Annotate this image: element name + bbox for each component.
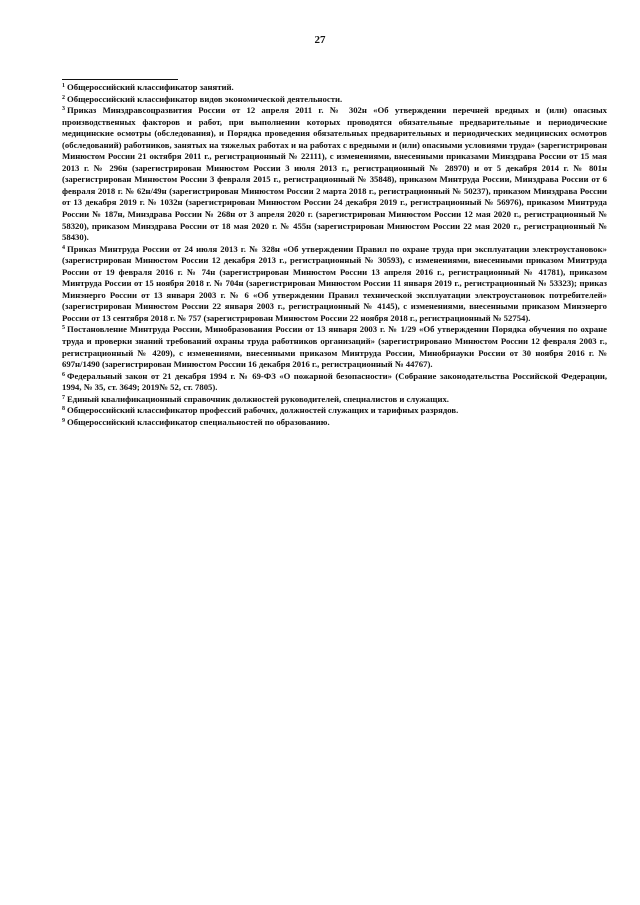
footnote-8 [62,405,607,417]
footnote-4 [62,244,607,325]
footnote-mark: 5 [62,325,65,332]
footnote-text: Общероссийский классификатор профессий рабочих, должностей служащих и тарифных разрядов. [67,405,459,416]
footnote-separator [62,79,178,80]
footnote-9 [62,417,607,429]
footnote-mark: 7 [62,394,65,401]
footnote-text: Общероссийский классификатор занятий. [67,82,234,92]
footnote-2 [62,94,607,106]
footnote-mark: 9 [62,417,65,424]
footnote-text: Общероссийский классификатор специальностей по образованию. [67,416,330,427]
footnote-text: Приказ Минздравсоцразвития России от 12 апреля 2011 г. № 302н «Об утверждении перечней вредных и (или) опасных производственных факторов и работ, при выполнении которых проводятся обязательные предварительные и периодические медицинские осмотры (обследования), и Порядка проведения обязательных предварительных и периодических медицинских осмотров (обследований) работников, занятых на тяжелых работах и на работах с вредными и (или) опасными условиями труда» (зарегистрирован Минюстом России 21 октября 2011 г., регистрационный № 22111), с изменениями, внесенными приказами Минздрава России от 15 мая 2013 г. № 296н (зарегистрирован Минюстом России 3 июля 2013 г., регистрационный № 28970) и от 5 декабря 2014 г. № 801н (зарегистрирован Минюстом России 3 февраля 2015 г., регистрационный № 35848), приказом Минтруда России, Минздрава России от 6 февраля 2018 г. № 62н/49н (зарегистрирован Минюстом России 2 марта 2018 г., регистрационный № 50237), приказом Минздрава России от 13 декабря 2019 г. № 1032н (зарегистрирован Минюстом России 24 декабря 2019 г., регистрационный № 56976), приказом Минтруда России № 187н, Минздрава России № 268н от 3 апреля 2020 г. (зарегистрирован Минюстом России 12 мая 2020 г., регистрационный № 58320), приказом Минздрава России от 18 мая 2020 г. № 455н (зарегистрирован Минюстом России 22 мая 2020 г., регистрационный № 58430). [62,105,607,243]
footnote-7 [62,394,607,406]
footnote-text: Постановление Минтруда России, Минобразования России от 13 января 2003 г. № 1/29 «Об утверждении Порядка обучения по охране труда и проверки знаний требований охраны труда работников организаций» (зарегистрировано Минюстом России 12 февраля 2003 г., регистрационный № 4209), с изменениями, внесенными приказом Минтруда России, Минобрнауки России от 30 ноября 2016 г. № 697н/1490 (зарегистрирован Минюстом России 16 декабря 2016 г., регистрационный № 44767). [62,324,607,370]
footnote-mark: 1 [62,83,65,89]
footnote-mark: 6 [62,371,65,378]
footnote-3 [62,105,607,244]
footnote-text: Федеральный закон от 21 декабря 1994 г. № 69-ФЗ «О пожарной безопасности» (Собрание законодательства Российской Федерации, 1994, № 35, ст. 3649; 2019№ 52, ст. 7805). [62,370,607,393]
footnote-mark: 4 [62,244,65,251]
footnotes-block [62,82,607,428]
footnote-5 [62,324,607,370]
footnote-mark: 2 [62,94,65,101]
footnote-6 [62,371,607,394]
footnote-text: Общероссийский классификатор видов экономической деятельности. [67,93,343,104]
footnote-mark: 8 [62,406,65,413]
footnote-text: Единый квалификационный справочник должностей руководителей, специалистов и служащих. [67,393,449,404]
page-number: 27 [314,34,326,46]
footnote-mark: 3 [62,106,65,113]
footnote-1 [62,82,607,94]
footnote-text: Приказ Минтруда России от 24 июля 2013 г. № 328н «Об утверждении Правил по охране труда при эксплуатации электроустановок» (зарегистрирован Минюстом России 12 декабря 2013 г., регистрационный № 30593), с изменениями, внесенными приказом Минтруда России от 19 февраля 2016 г. № 74н (зарегистрирован Минюстом России 13 апреля 2016 г., регистрационный № 41781), приказом Минтруда России от 15 ноября 2018 г. № 704н (зарегистрирован Минюстом России 11 января 2019 г., регистрационный № 53323); приказ Минэнерго России от 13 января 2003 г. № 6 «Об утверждении Правил технической эксплуатации электроустановок потребителей» (зарегистрирован Минюстом России 22 января 2003 г., регистрационный № 4145), с изменениями, внесенными приказом Минэнерго России от 13 сентября 2018 г. № 757 (зарегистрирован Минюстом России 22 ноября 2018 г., регистрационный № 52754). [62,243,607,323]
